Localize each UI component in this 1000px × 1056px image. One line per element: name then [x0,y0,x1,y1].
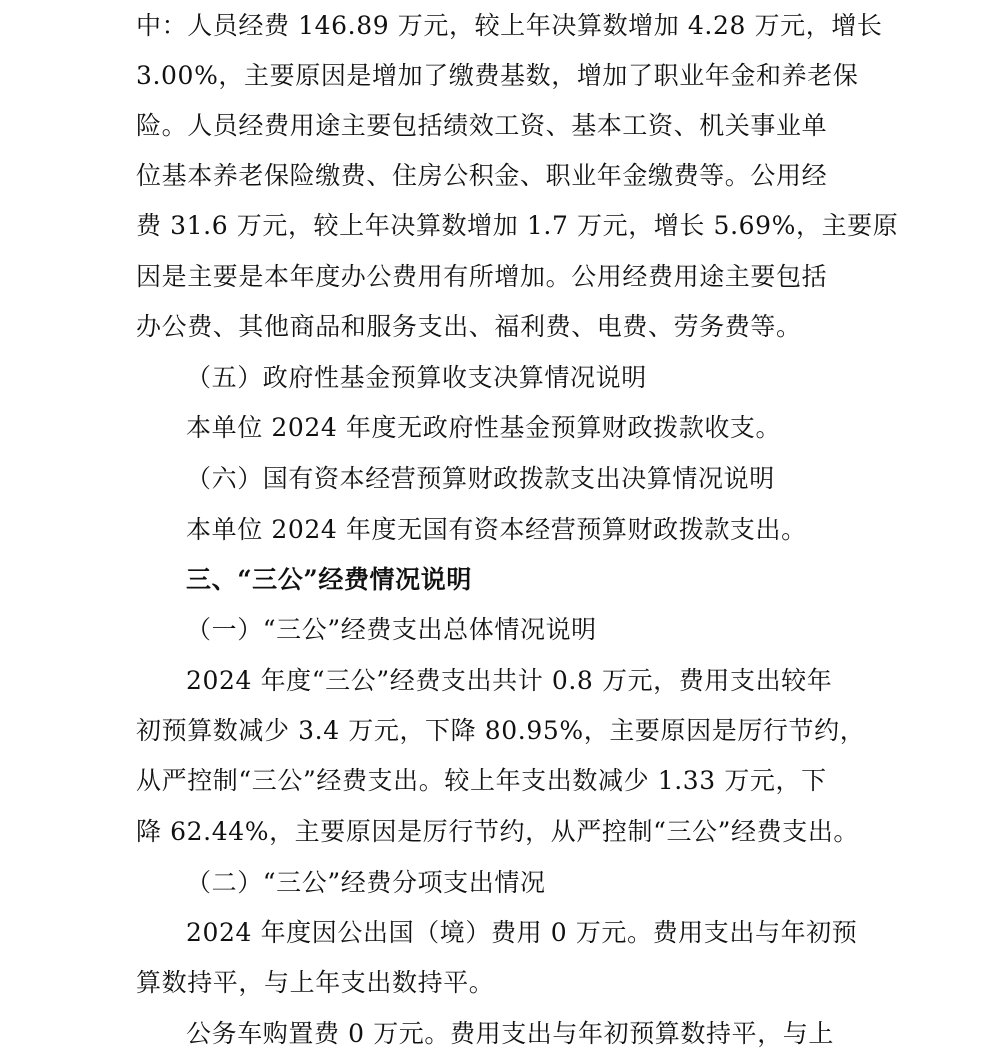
body-text-line: 中：人员经费 146.89 万元，较上年决算数增加 4.28 万元，增长 [136,11,883,40]
section-heading-five: （五）政府性基金预算收支决算情况说明 [186,363,647,392]
body-text-line: 2024 年度“三公”经费支出共计 0.8 万元，费用支出较年 [186,666,833,695]
body-text-line: 公务车购置费 0 万元。费用支出与年初预算数持平，与上 [186,1019,835,1048]
body-text-line: 降 62.44%，主要原因是厉行节约，从严控制“三公”经费支出。 [136,817,860,846]
body-text-line: 从严控制“三公”经费支出。较上年支出数减少 1.33 万元，下 [136,766,827,795]
body-text-line: 费 31.6 万元，较上年决算数增加 1.7 万元，增长 5.69%，主要原 [136,211,899,240]
body-text-line: 3.00%，主要原因是增加了缴费基数，增加了职业年金和养老保 [136,61,859,90]
section-heading-six: （六）国有资本经营预算财政拨款支出决算情况说明 [186,464,775,493]
subsection-heading-one: （一）“三公”经费支出总体情况说明 [186,615,597,644]
section-heading-three: 三、“三公”经费情况说明 [186,565,472,594]
body-text-line: 算数持平，与上年支出数持平。 [136,968,495,997]
body-text-line: 本单位 2024 年度无国有资本经营预算财政拨款支出。 [186,515,807,544]
body-text-line: 办公费、其他商品和服务支出、福利费、电费、劳务费等。 [136,312,802,341]
body-text-line: 初预算数减少 3.4 万元，下降 80.95%，主要原因是厉行节约， [136,716,866,745]
body-text-line: 因是主要是本年度办公费用有所增加。公用经费用途主要包括 [136,262,828,291]
subsection-heading-two: （二）“三公”经费分项支出情况 [186,868,546,897]
body-text-line: 本单位 2024 年度无政府性基金预算财政拨款收支。 [186,413,782,442]
body-text-line: 2024 年度因公出国（境）费用 0 万元。费用支出与年初预 [186,918,858,947]
body-text-line: 位基本养老保险缴费、住房公积金、职业年金缴费等。公用经 [136,161,828,190]
body-text-line: 险。人员经费用途主要包括绩效工资、基本工资、机关事业单 [136,111,828,140]
